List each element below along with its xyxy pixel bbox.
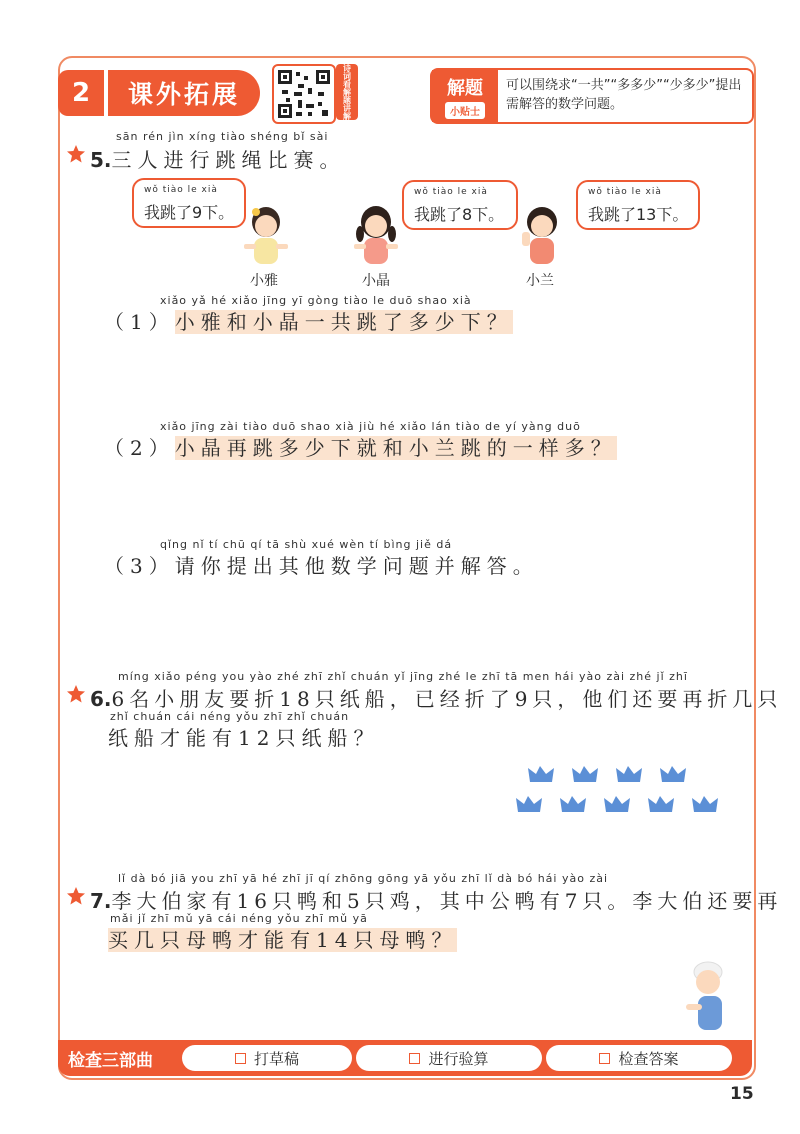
verify-checkbox[interactable] <box>356 1045 542 1071</box>
girl-xiaolan-illustration <box>516 204 568 268</box>
thinking-boy-illustration <box>676 956 736 1034</box>
q5-sub1 <box>104 306 513 335</box>
qr-code[interactable] <box>272 64 336 124</box>
draft-checkbox[interactable] <box>182 1045 352 1071</box>
q6-text-1: 6名小朋友要折18只纸船，已经折了9只，他们还要再折几只 <box>111 687 783 711</box>
checkbox-icon <box>599 1053 610 1064</box>
q5-sub1-text: 小雅和小晶一共跳了多少下？ <box>174 310 513 334</box>
q5-sub1-label: （1） <box>104 310 175 334</box>
q7-text-1: 李大伯家有16只鸭和5只鸡，其中公鸭有7只。李大伯还要再 <box>111 889 783 913</box>
tip-head <box>432 70 498 122</box>
q5-sub2-text: 小晶再跳多少下就和小兰跳的一样多？ <box>174 436 617 460</box>
bubble-3-pinyin: wǒ tiào le xià <box>588 187 662 197</box>
q7-pinyin-1: lǐ dà bó jiā you zhī yā hé zhī jī qí zhōng gōng yā yǒu zhī lǐ dà bó hái yào zài <box>118 872 609 885</box>
name-xiaojing: 小晶 <box>362 273 390 289</box>
checkbox-icon <box>235 1053 246 1064</box>
draft-label: 打草稿 <box>253 1049 299 1068</box>
q5-sub2 <box>104 432 617 461</box>
tip-text: 可以围绕求“一共”“多多少”“少多少”提出需解答的数学问题。 <box>506 78 742 112</box>
check-answer-label: 检查答案 <box>618 1049 679 1068</box>
q6-number: 6. <box>90 687 112 711</box>
check-answer-checkbox[interactable] <box>546 1045 732 1071</box>
qr-side-label: 诗词看解题讲解 <box>336 64 358 120</box>
section-number: 2 <box>58 70 104 116</box>
q6-line-2 <box>108 722 379 751</box>
girl-xiaojing-illustration <box>350 204 402 268</box>
q5-sub3-pinyin: qǐng nǐ tí chū qí tā shù xué wèn tí bìng jiě dá <box>160 538 453 551</box>
q5-sub3-text: 请你提出其他数学问题并解答。 <box>174 554 539 578</box>
page-number: 15 <box>730 1084 754 1104</box>
speech-bubble-3 <box>576 180 700 230</box>
q5-sub2-pinyin: xiǎo jīng zài tiào duō shao xià jiù hé xiǎo lán tiào de yí yàng duō <box>160 420 581 433</box>
q7-number: 7. <box>90 889 112 913</box>
bubble-3-text: 我跳了13下。 <box>588 205 689 224</box>
tip-sublabel: 小贴士 <box>445 102 485 119</box>
q5-sub3-label: （3） <box>104 554 175 578</box>
footer-title: 检查三部曲 <box>68 1051 153 1071</box>
q7-line-1 <box>90 885 782 914</box>
girl-xiaoya-illustration <box>240 204 292 268</box>
star-icon <box>66 684 86 704</box>
q6-line-1 <box>90 683 782 712</box>
bubble-1-text: 我跳了9下。 <box>144 203 235 222</box>
speech-bubble-2 <box>402 180 518 230</box>
q5-number: 5. <box>90 148 112 172</box>
star-icon <box>66 886 86 906</box>
q7-pinyin-2: mǎi jǐ zhī mǔ yā cái néng yǒu zhī mǔ yā <box>110 912 368 925</box>
checkbox-icon <box>409 1053 420 1064</box>
speech-bubble-1 <box>132 178 246 228</box>
q7-line-2 <box>108 924 457 953</box>
q5-text: 三人进行跳绳比赛。 <box>111 148 346 172</box>
tip-box <box>430 68 754 124</box>
q5-sub1-pinyin: xiǎo yǎ hé xiǎo jīng yī gòng tiào le duō shao xià <box>160 294 472 307</box>
q5-sub3 <box>104 550 539 579</box>
bubble-2-text: 我跳了8下。 <box>414 205 505 224</box>
q5-sub2-label: （2） <box>104 436 175 460</box>
q5-line <box>90 144 346 173</box>
paper-boats-illustration <box>514 764 736 816</box>
section-title: 课外拓展 <box>108 70 260 116</box>
q7-text-2: 买几只母鸭才能有14只母鸭？ <box>108 928 458 952</box>
star-icon <box>66 144 86 164</box>
tip-label: 解题 <box>447 78 483 99</box>
q5-pinyin: sān rén jìn xíng tiào shéng bǐ sài <box>116 130 329 143</box>
bubble-2-pinyin: wǒ tiào le xià <box>414 187 488 197</box>
verify-label: 进行验算 <box>428 1049 489 1068</box>
name-xiaoya: 小雅 <box>250 273 278 289</box>
footer-bar <box>58 1040 752 1076</box>
q6-pinyin-2: zhǐ chuán cái néng yǒu zhī zhǐ chuán <box>110 710 350 723</box>
bubble-1-pinyin: wǒ tiào le xià <box>144 185 218 195</box>
q6-text-2: 纸船才能有12只纸船？ <box>108 726 380 750</box>
q6-pinyin-1: míng xiǎo péng you yào zhé zhī zhǐ chuán yǐ jīng zhé le zhī tā men hái yào zài zhé jǐ zhī <box>118 670 688 683</box>
name-xiaolan: 小兰 <box>526 273 554 289</box>
